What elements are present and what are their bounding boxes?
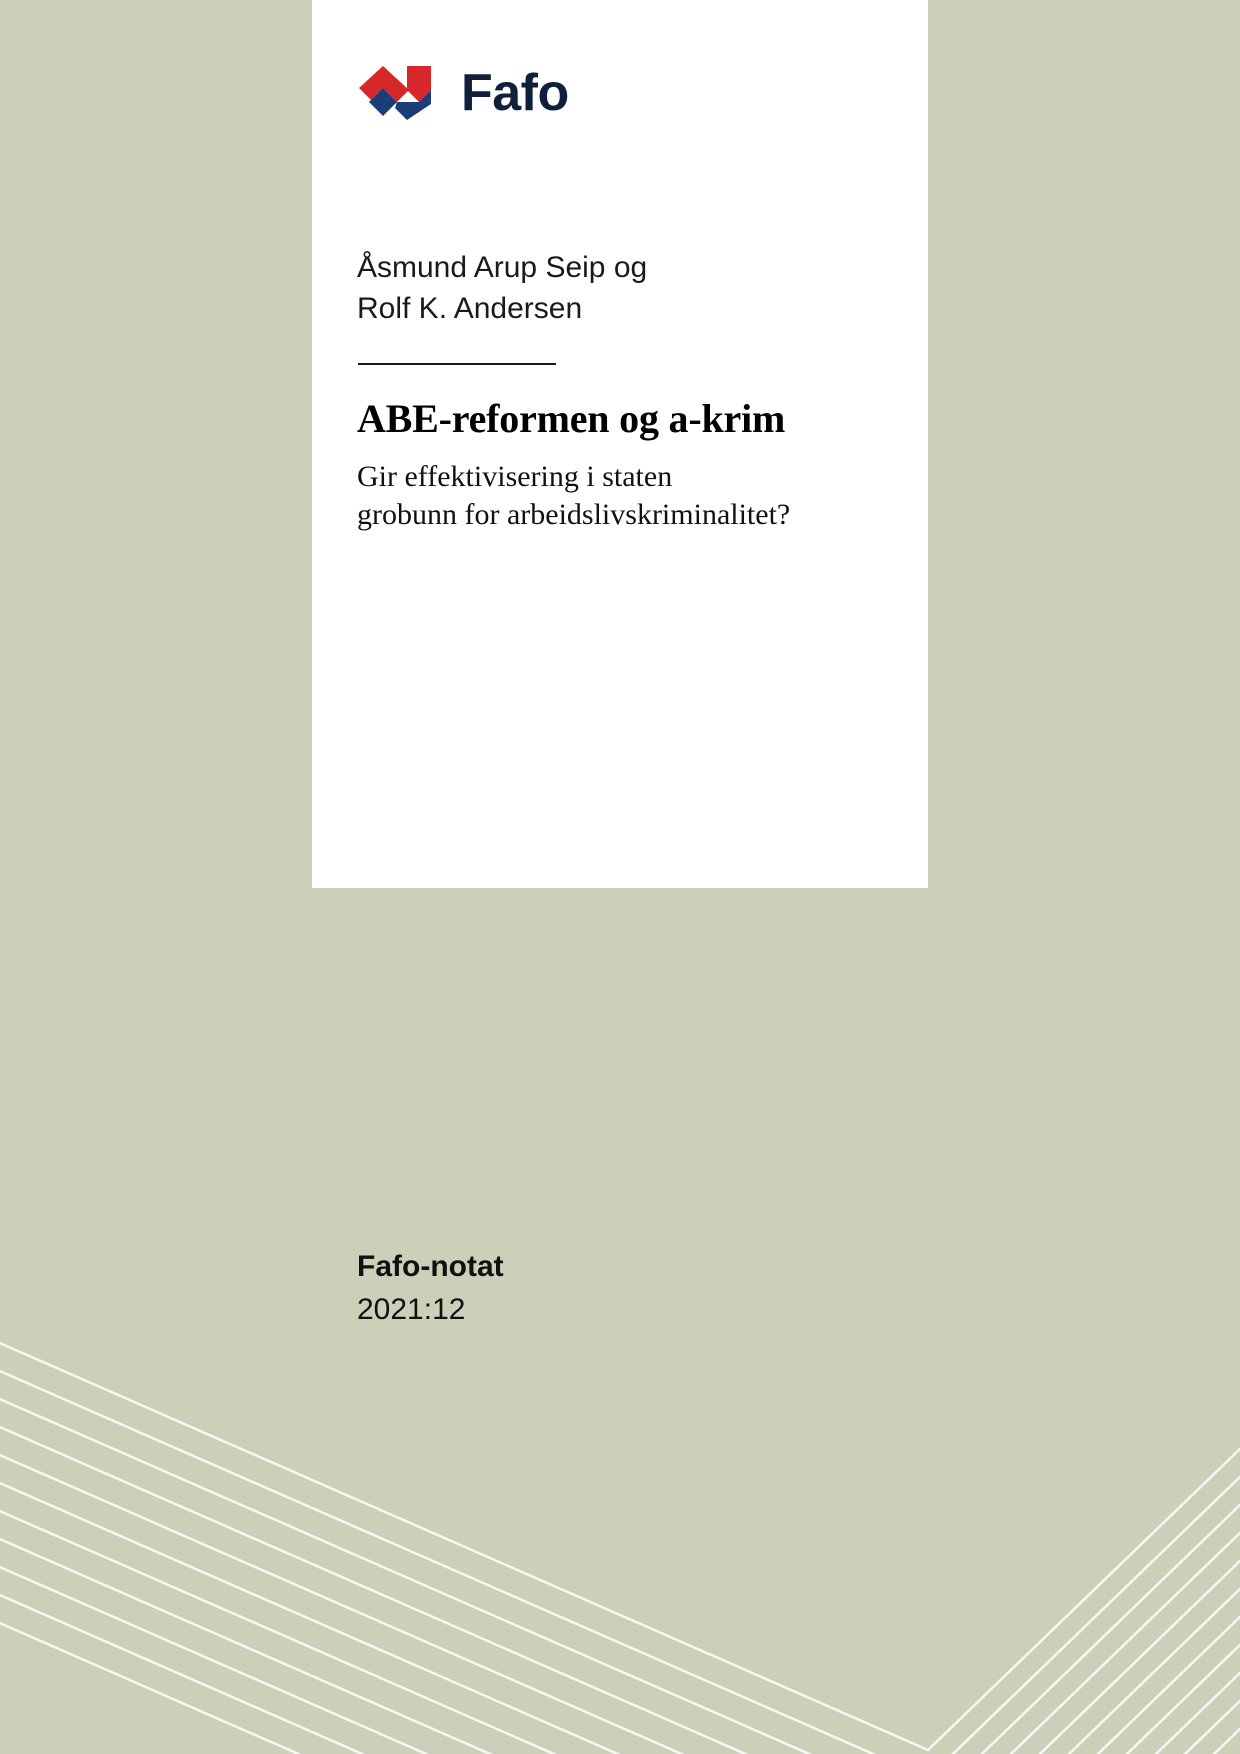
author-names: [357, 248, 897, 330]
subtitle-line-1: Gir effektivisering i staten: [357, 460, 673, 493]
series-number: 2021:12: [357, 1292, 466, 1326]
fafo-logo: [357, 62, 569, 124]
fafo-chevron-logo-icon: [357, 64, 449, 122]
page-subtitle: [357, 458, 917, 533]
fafo-wordmark: Fafo: [461, 64, 569, 122]
author-line-1: Åsmund Arup Seip og: [357, 251, 648, 284]
page-title: ABE-reformen og a-krim: [357, 396, 786, 441]
cover-sheet: [312, 0, 928, 888]
series-info: [357, 1248, 777, 1329]
series-name: Fafo-notat: [357, 1250, 504, 1283]
title-divider: [358, 363, 556, 365]
author-line-2: Rolf K. Andersen: [357, 291, 583, 325]
decorative-page-fan: [0, 1134, 1240, 1754]
subtitle-line-2: grobunn for arbeidslivskriminalitet?: [357, 497, 791, 531]
